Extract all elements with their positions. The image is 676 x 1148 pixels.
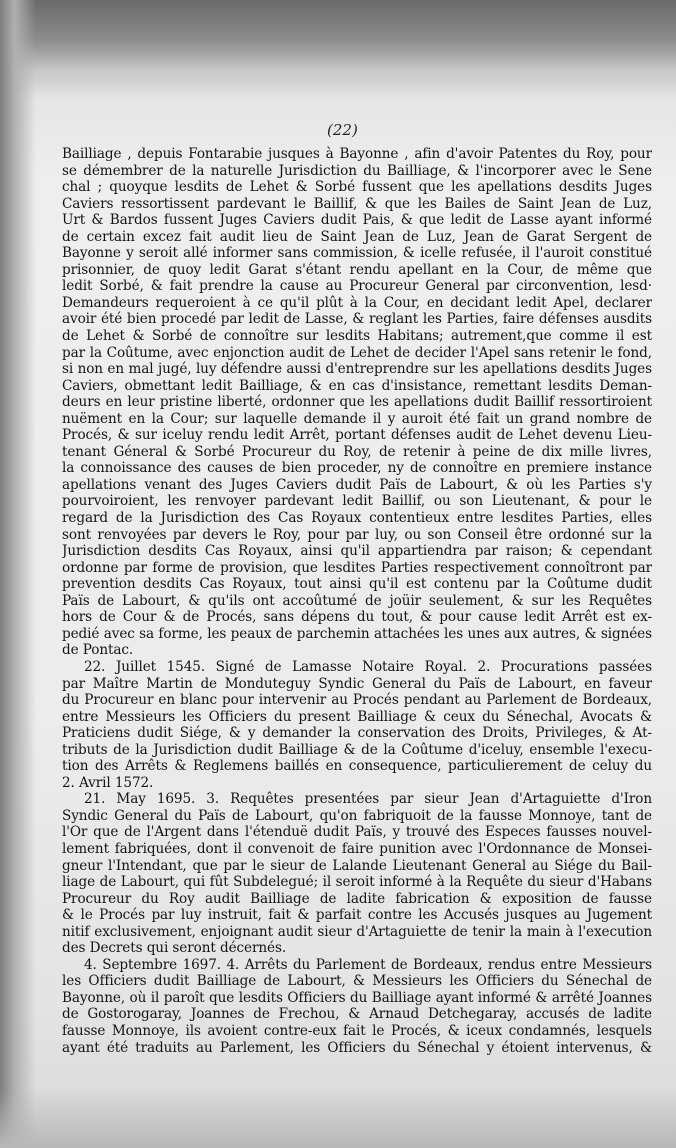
page-left-edge-shadow xyxy=(0,0,36,1148)
text-line: Procés, & sur iceluy rendu ledit Arrêt, portant défenses audit de Lehet devenu Lieu- xyxy=(62,427,652,444)
text-line: Païs de Labourt, & qu'ils ont accoûtumé de joüir seulement, & sur les Requêtes xyxy=(62,592,652,609)
page-bottom-shadow xyxy=(0,1088,676,1148)
text-line: prevention desdits Cas Royaux, tout ainsi qu'il est contenu par la Coûtume dudit xyxy=(62,576,652,593)
text-line: entre Messieurs les Officiers du present Bailliage & ceux du Sénechal, Avocats & xyxy=(62,708,652,725)
text-line: de Gostorogaray, Joannes de Frechou, & Arnaud Detchegaray, accusés de ladite xyxy=(62,1006,652,1023)
text-line: pourvoiroient, les renvoyer pardevant ledit Baillif, ou son Lieutenant, & pour le xyxy=(62,493,652,510)
text-line: 22. Juillet 1545. Signé de Lamasse Notaire Royal. 2. Procurations passées xyxy=(84,658,652,675)
text-line: apellations venant des Juges Caviers dudit Païs de Labourt, & où les Parties s'y xyxy=(62,476,652,493)
text-line: Syndic General du Païs de Labourt, qu'on fabriquoit de la fausse Monnoye, tant de xyxy=(62,807,652,824)
text-line: ordonne par forme de provision, que lesdites Parties respectivement connoîtront par xyxy=(62,559,652,576)
text-line: 21. May 1695. 3. Requêtes presentées par sieur Jean d'Artaguiette d'Iron xyxy=(84,791,652,808)
text-line: l'Or que de l'Argent dans l'étenduë dudit Païs, y trouvé des Especes fausses nouvel- xyxy=(62,824,652,841)
text-line: Praticiens dudit Siége, & y demander la conservation des Droits, Privileges, & At- xyxy=(62,725,652,742)
text-line: si non en mal jugé, luy défendre aussi d'entreprendre sur les apellations desdits Juges xyxy=(62,361,652,378)
text-line: 4. Septembre 1697. 4. Arrêts du Parlement de Bordeaux, rendus entre Messieurs xyxy=(84,956,652,973)
text-line: ledit Sorbé, & fait prendre la cause au Procureur General par circonvention, lesd· xyxy=(62,278,652,295)
text-line: Caviers ressortissent pardevant le Baillif, & que les Bailes de Saint Jean de Luz, xyxy=(62,195,652,212)
text-line: avoir été bien procedé par ledit de Lasse, & reglant les Parties, faire défenses ausdits xyxy=(62,311,652,328)
text-line: & le Procés par luy instruit, fait & parfait contre les Accusés jusques au Jugement xyxy=(62,907,652,924)
text-line: Bayonne y seroit allé informer sans commission, & icelle refusée, il l'auroit constitué xyxy=(62,245,652,262)
text-line: Urt & Bardos fussent Juges Caviers dudit Pais, & que ledit de Lasse ayant informé xyxy=(62,212,652,229)
text-line: tion des Arrêts & Reglemens baillés en consequence, particulierement de celuy du xyxy=(62,758,652,775)
text-line: regard de la Jurisdiction des Cas Royaux contentieux entre lesdites Parties, elles xyxy=(62,510,652,527)
text-line: chal ; quoyque lesdits de Lehet & Sorbé fussent que les apellations desdits Juges xyxy=(62,179,652,196)
text-line: prisonnier, de quoy ledit Garat s'étant rendu apellant en la Cour, de même que xyxy=(62,261,652,278)
text-line: hors de Cour & de Procés, sans dépens du tout, & pour cause ledit Arrêt est ex- xyxy=(62,609,652,626)
text-line: les Officiers dudit Bailliage de Labourt, & Messieurs les Officiers du Sénechal de xyxy=(62,973,652,990)
text-line: de Lehet & Sorbé de connoître sur lesdits Habitans; autrement,que comme il est xyxy=(62,328,652,345)
text-line: gneur l'Intendant, que par le sieur de Lalande Lieutenant General au Siége du Bail- xyxy=(62,857,652,874)
text-line: par la Coûtume, avec enjonction audit de Lehet de decider l'Apel sans retenir le fond, xyxy=(62,344,652,361)
torn-top-edge xyxy=(0,0,676,95)
text-line: de Pontac. xyxy=(62,642,134,659)
text-line: du Procureur en blanc pour intervenir au Procés pendant au Parlement de Bordeaux, xyxy=(62,692,652,709)
page-number: (22) xyxy=(327,121,358,139)
text-line: de certain excez fait audit lieu de Saint Jean de Luz, Jean de Garat Sergent de xyxy=(62,228,652,245)
text-line: tributs de la Jurisdiction dudit Bailliage & de la Coûtume d'iceluy, ensemble l'execu- xyxy=(62,741,652,758)
text-line: tenant Géneral & Sorbé Procureur du Roy, de retenir à peine de dix mille livres, xyxy=(62,443,652,460)
text-line: Bailliage , depuis Fontarabie jusques à Bayonne , afin d'avoir Patentes du Roy, pour xyxy=(62,146,652,162)
text-line: 2. Avril 1572. xyxy=(62,774,154,791)
text-line: la connoissance des causes de bien proceder, ny de connoître en premiere instance xyxy=(62,460,652,477)
text-line: pedié avec sa forme, les peaux de parchemin attachées les unes aux autres, & signées xyxy=(62,625,652,642)
text-line: Bayonne, où il paroît que lesdits Officiers du Bailliage ayant informé & arrêté Joannes xyxy=(62,989,652,1006)
body-text xyxy=(62,146,652,1056)
text-line: nitif exclusivement, enjoignant audit sieur d'Artaguiette de tenir la main à l'execution xyxy=(62,923,652,940)
text-line: se démembrer de la naturelle Jurisdiction du Bailliage, & l'incorporer avec le Sene xyxy=(62,162,652,179)
text-line: liage de Labourt, qui fût Subdelegué; il seroit informé à la Requête du sieur d'Habans xyxy=(62,874,652,891)
text-line: lement fabriquées, dont il convenoit de faire punition avec l'Ordonnance de Monsei- xyxy=(62,840,652,857)
text-line: par Maître Martin de Monduteguy Syndic General du Païs de Labourt, en faveur xyxy=(62,675,652,692)
text-line: sont renvoyées par devers le Roy, pour par luy, ou son Conseil être ordonné sur la xyxy=(62,526,652,543)
text-line: fausse Monnoye, ils avoient contre-eux fait le Procés, & iceux condamnés, lesquels xyxy=(62,1022,652,1039)
text-line: ayant été traduits au Parlement, les Officiers du Sénechal y étoient intervenus, & xyxy=(62,1039,652,1056)
text-line: Demandeurs requeroient à ce qu'il plût à la Cour, en decidant ledit Apel, declarer xyxy=(62,294,652,311)
text-line: des Decrets qui seront décernés. xyxy=(62,940,287,957)
text-line: Jurisdiction desdits Cas Royaux, ainsi qu'il appartiendra par raison; & cependant xyxy=(62,543,652,560)
text-line: Procureur du Roy audit Bailliage de ladite fabrication & exposition de fausse xyxy=(62,890,652,907)
text-line: Caviers, obmettant ledit Bailliage, & en cas d'insistance, remettant lesdits Deman- xyxy=(62,377,652,394)
text-line: nuëment en la Cour; sur laquelle demande il y auroit été fait un grand nombre de xyxy=(62,410,652,427)
text-line: deurs en leur pristine liberté, ordonner que les apellations dudit Baillif ressortiroient xyxy=(62,394,652,411)
